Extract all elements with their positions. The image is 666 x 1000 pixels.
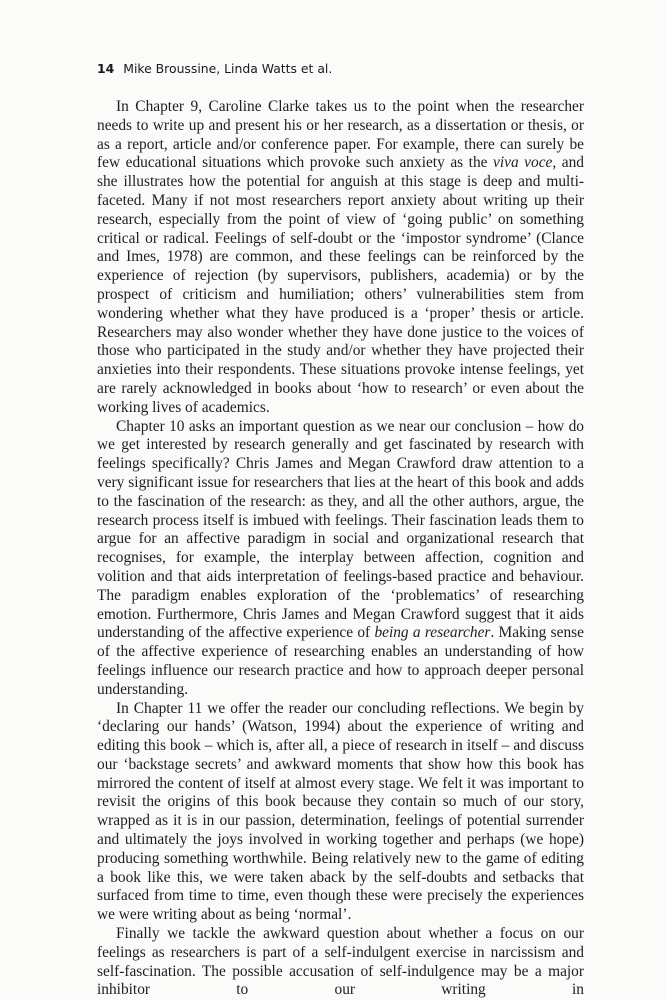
- paragraph-text: In Chapter 11 we offer the reader our concluding reflections. We begin by ‘declaring our hands’ (Watson, 1994) about the experience of writing and editing this book – which is, after all, a piece of research in itself – and discuss our ‘backstage secrets’ and awkward moments that show how this book has mirrored the content of itself at almost every stage. We felt it was important to revisit the origins of this book because they contain so much of our story, wrapped as it is in our passion, determination, feelings of potential surrender and ultimately the joys involved in working together and perhaps (we hope) producing something worthwhile. Being relatively new to the game of editing a book like this, we were taken aback by the self-doubts and setbacks that surfaced from time to time, even though these were precisely the experiences we were writing about as being ‘normal’.: [97, 699, 584, 924]
- paragraph-chapter-11: [97, 700, 584, 926]
- paragraph-text: Finally we tackle the awkward question about whether a focus on our feelings as researchers is part of a self-indulgent exercise in narcissism and self-fascination. The possible accusation of self-indulgence may be a major inhibitor to our writing in: [97, 925, 584, 999]
- paragraph-chapter-9: [97, 98, 584, 418]
- italic-term: being a researcher: [374, 624, 491, 642]
- body-text: [97, 98, 584, 1000]
- italic-term: viva voce: [493, 154, 553, 172]
- paragraph-text: . Making sense of the affective experience of researching enables an understanding of how feelings influence our research practice and how to approach deeper personal understanding.: [97, 624, 584, 698]
- page-number: 14: [97, 61, 115, 76]
- paragraph-chapter-10: [97, 418, 584, 700]
- paragraph-text: , and she illustrates how the potential for anguish at this stage is deep and multi-faceted. Many if not most researchers report anxiety about writing up their research, especially from the point of view of ‘going public’ on something critical or radical. Feelings of self-doubt or the ‘impostor syndrome’ (Clance and Imes, 1978) are common, and these feelings can be reinforced by the experience of rejection (by supervisors, publishers, academia) or by the prospect of criticism and humiliation; others’ vulnerabilities stem from wondering whether what they have produced is a ‘proper’ thesis or article. Researchers may also wonder whether they have done justice to the voices of those who participated in the study and/or whether they have projected their anxieties into their respondents. These situations provoke intense feelings, yet are rarely acknowledged in books about ‘how to research’ or even about the working lives of academics.: [97, 154, 584, 416]
- paragraph-text: In Chapter 9, Caroline Clarke takes us to the point when the researcher needs to write up and present his or her research, as a dissertation or thesis, or as a report, article and/or conference paper. For example, there can surely be few educational situations which provoke such anxiety as the: [97, 98, 584, 172]
- paragraph-finally: [97, 925, 584, 1000]
- header-authors: Mike Broussine, Linda Watts et al.: [123, 61, 333, 76]
- running-header: [97, 61, 332, 77]
- paragraph-text: Chapter 10 asks an important question as we near our conclusion – how do we get interested by research generally and get fascinated by research with feelings specifically? Chris James and Megan Crawford draw attention to a very significant issue for researchers that lies at the heart of this book and adds to the fascination of the research: as they, and all the other authors, argue, the research process itself is imbued with feelings. Their fascination leads them to argue for an affective paradigm in social and organizational research that recognises, for example, the interplay between affection, cognition and volition and that aids interpretation of feelings-based practice and behaviour. The paradigm enables exploration of the ‘problematics’ of researching emotion. Furthermore, Chris James and Megan Crawford suggest that it aids understanding of the affective experience of: [97, 417, 584, 642]
